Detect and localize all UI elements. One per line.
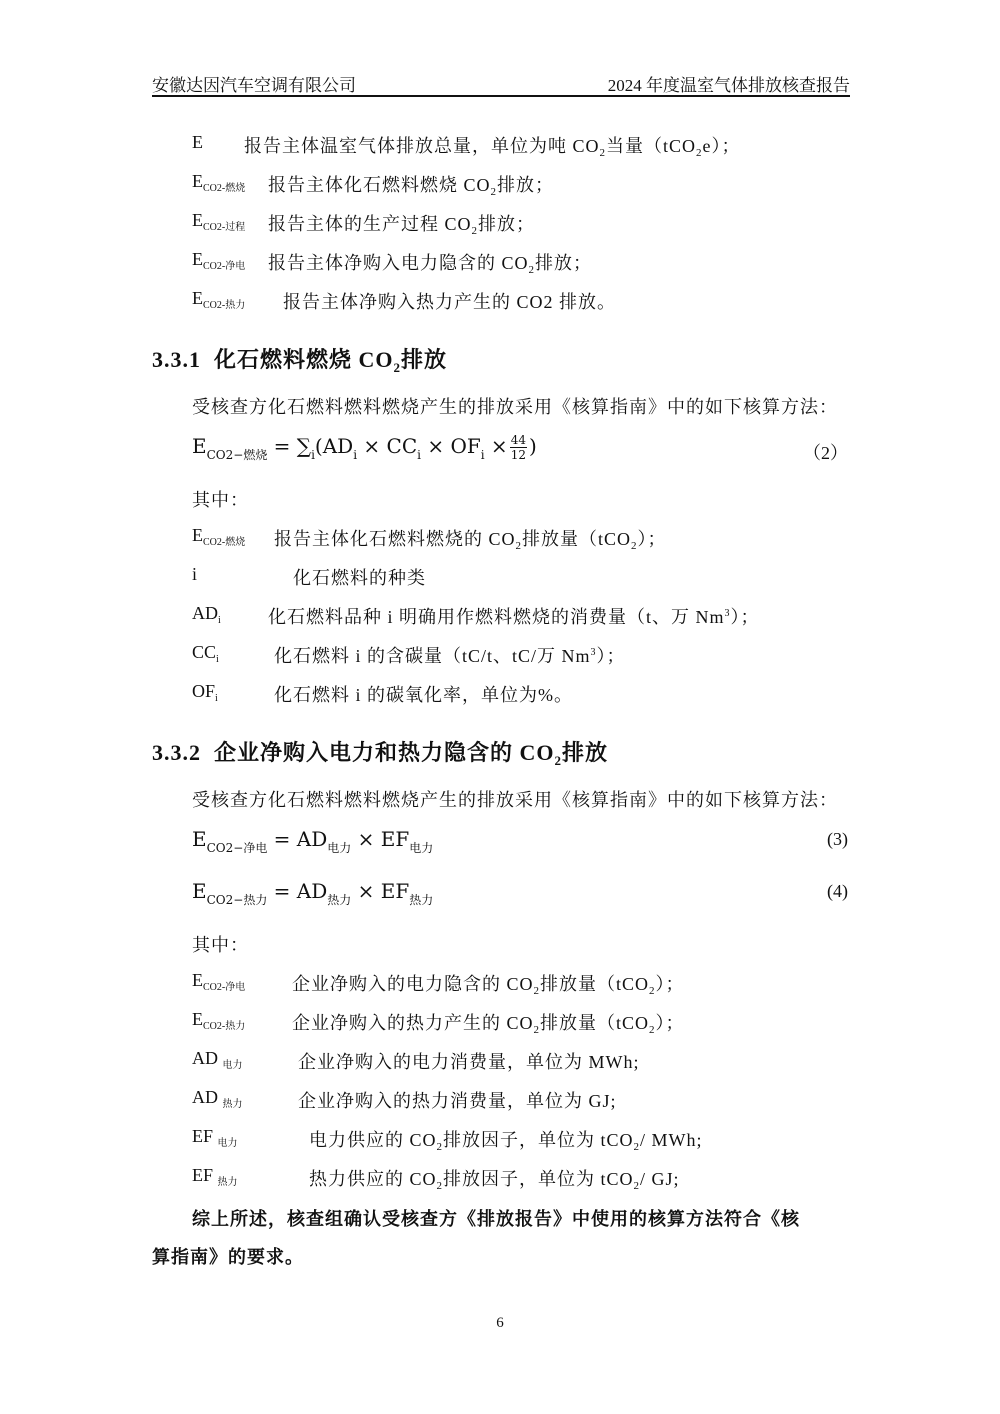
equation-number-2: （2） bbox=[803, 443, 848, 463]
equation-number-4: (4) bbox=[827, 881, 848, 901]
page-number: 6 bbox=[496, 1315, 504, 1331]
def-desc-E-net-heat: 企业净购入的热力产生的 $CO_2$排放量（tCO$_2$）； bbox=[292, 1013, 685, 1036]
def-desc-OF: 化石燃料 i 的碳氧化率，单位为%。 bbox=[274, 685, 573, 705]
def-desc-E: 报告主体温室气体排放总量，单位为吨 $CO_2$当量（tCO$_2$e）； bbox=[244, 136, 741, 159]
def-symbol-E: E bbox=[192, 132, 203, 152]
section-heading-3-3-2: 3.3.2 企业净购入电力和热力隐含的 $CO_2$排放 bbox=[152, 740, 609, 768]
header-company: 安徽达因汽车空调有限公司 bbox=[152, 76, 356, 95]
def-symbol-E-heat: $E_{CO2-热力}$ bbox=[192, 288, 246, 311]
section-heading-3-3-1: 3.3.1 化石燃料燃烧 $CO_2$排放 bbox=[152, 347, 448, 375]
equation-number-3: (3) bbox=[827, 829, 848, 849]
def-symbol-EF-heat: EF $_{热力}$ bbox=[192, 1165, 238, 1188]
def-desc-E-process: 报告主体的生产过程 $CO_2$排放； bbox=[268, 214, 536, 237]
def-desc-E-combustion: 报告主体化石燃料燃烧 $CO_2$排放； bbox=[268, 175, 555, 198]
formula-4: $E_{CO2-热力} = AD_{热力} \times EF_{热力}$ bbox=[192, 879, 434, 907]
header-rule bbox=[152, 95, 850, 97]
def-symbol-EF-electricity: EF $_{电力}$ bbox=[192, 1126, 238, 1149]
conclusion-line-1: 综上所述，核查组确认受核查方《排放报告》中使用的核算方法符合《核 bbox=[192, 1209, 800, 1229]
def-desc-AD-electricity: 企业净购入的电力消费量，单位为 MWh; bbox=[298, 1052, 640, 1072]
def-desc-E-combustion-2: 报告主体化石燃料燃烧的 $CO_2$排放量（tCO$_2$）； bbox=[274, 529, 667, 552]
def-desc-EF-heat: 热力供应的 $CO_2$排放因子，单位为 tCO$_2$/ GJ; bbox=[309, 1169, 680, 1192]
def-desc-E-electricity: 报告主体净购入电力隐含的 $CO_2$排放； bbox=[268, 253, 593, 276]
def-desc-AD: 化石燃料品种 i 明确用作燃料燃烧的消费量（t、万 Nm$^3$）； bbox=[268, 607, 760, 627]
def-symbol-AD-heat: AD $_{热力}$ bbox=[192, 1087, 243, 1110]
def-symbol-E-process: $E_{CO2-过程}$ bbox=[192, 210, 246, 233]
def-symbol-AD-electricity: AD $_{电力}$ bbox=[192, 1048, 243, 1071]
def-desc-AD-heat: 企业净购入的热力消费量，单位为 GJ; bbox=[298, 1091, 617, 1111]
section-332-where: 其中： bbox=[192, 935, 249, 955]
def-symbol-AD: $AD_i$ bbox=[192, 603, 221, 626]
section-331-intro: 受核查方化石燃料燃料燃烧产生的排放采用《核算指南》中的如下核算方法： bbox=[192, 397, 838, 417]
def-symbol-E-net-heat: $E_{CO2-热力}$ bbox=[192, 1009, 246, 1032]
section-332-intro: 受核查方化石燃料燃料燃烧产生的排放采用《核算指南》中的如下核算方法： bbox=[192, 790, 838, 810]
def-desc-E-net-electricity: 企业净购入的电力隐含的 $CO_2$排放量（tCO$_2$）； bbox=[292, 974, 685, 997]
def-symbol-CC: $CC_i$ bbox=[192, 642, 219, 665]
def-desc-CC: 化石燃料 i 的含碳量（tC/t、tC/万 Nm$^3$）； bbox=[274, 646, 626, 666]
def-symbol-OF: $OF_i$ bbox=[192, 681, 218, 704]
formula-3: $E_{CO2-净电} = AD_{电力} \times EF_{电力}$ bbox=[192, 827, 434, 855]
def-symbol-E-net-electricity: $E_{CO2-净电}$ bbox=[192, 970, 246, 993]
def-symbol-E-combustion: $E_{CO2-燃烧}$ bbox=[192, 171, 246, 194]
def-desc-EF-electricity: 电力供应的 $CO_2$排放因子，单位为 tCO$_2$/ MWh; bbox=[309, 1130, 703, 1153]
def-symbol-i: i bbox=[192, 564, 198, 584]
def-symbol-E-combustion-2: $E_{CO2-燃烧}$ bbox=[192, 525, 246, 548]
header-report-title: 2024 年度温室气体排放核查报告 bbox=[607, 76, 850, 95]
formula-2: $E_{CO2-燃烧} = \sum_i(AD_i \times CC_i \times OF_i$ × $\frac{44}{12}$ ) bbox=[192, 433, 537, 462]
fraction-44-12: $\frac{44}{12}$ bbox=[510, 433, 526, 462]
section-331-where: 其中： bbox=[192, 490, 249, 510]
def-desc-E-heat: 报告主体净购入热力产生的 CO2 排放。 bbox=[283, 292, 617, 312]
def-desc-i: 化石燃料的种类 bbox=[293, 568, 426, 588]
def-symbol-E-electricity: $E_{CO2-净电}$ bbox=[192, 249, 246, 272]
conclusion-line-2: 算指南》的要求。 bbox=[152, 1247, 304, 1267]
